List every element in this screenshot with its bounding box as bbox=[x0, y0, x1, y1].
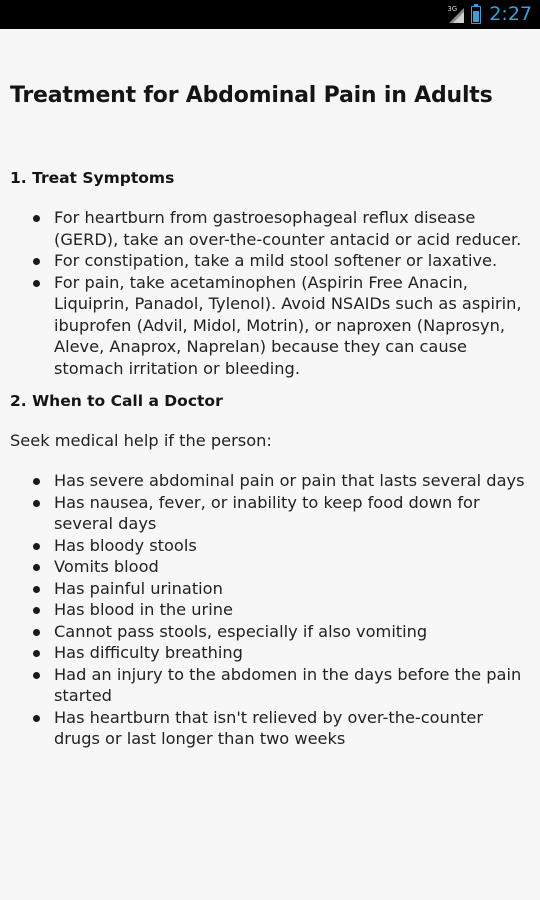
article-content bbox=[10, 80, 532, 761]
list-item: Has nausea, fever, or inability to keep food down for several days bbox=[54, 492, 532, 535]
network-type-label: 3G bbox=[447, 4, 458, 13]
status-clock: 2:27 bbox=[489, 3, 532, 25]
signal-icon bbox=[447, 6, 465, 24]
section-heading: 1. Treat Symptoms bbox=[10, 169, 175, 187]
bullet-list bbox=[10, 207, 532, 379]
section-when-to-call-doctor bbox=[10, 390, 532, 750]
status-icons bbox=[447, 0, 532, 29]
status-bar bbox=[0, 0, 540, 29]
list-item: Has blood in the urine bbox=[54, 599, 532, 621]
list-item: For constipation, take a mild stool softener or laxative. bbox=[54, 250, 532, 272]
list-item: Has difficulty breathing bbox=[54, 642, 532, 664]
list-item: Vomits blood bbox=[54, 556, 532, 578]
bullet-list bbox=[10, 470, 532, 750]
section-intro: Seek medical help if the person: bbox=[10, 431, 272, 450]
section-treat-symptoms bbox=[10, 167, 532, 379]
list-item: Cannot pass stools, especially if also vomiting bbox=[54, 621, 532, 643]
page-title: Treatment for Abdominal Pain in Adults bbox=[10, 83, 493, 108]
section-heading: 2. When to Call a Doctor bbox=[10, 392, 223, 410]
list-item: For heartburn from gastroesophageal reflux disease (GERD), take an over-the-counter antacid or acid reducer. bbox=[54, 207, 532, 250]
list-item: Has severe abdominal pain or pain that lasts several days bbox=[54, 470, 532, 492]
list-item: Has painful urination bbox=[54, 578, 532, 600]
list-item: Had an injury to the abdomen in the days before the pain started bbox=[54, 664, 532, 707]
list-item: For pain, take acetaminophen (Aspirin Free Anacin, Liquiprin, Panadol, Tylenol). Avoid NSAIDs such as aspirin, ibuprofen (Advil, Midol, Motrin), or naproxen (Naprosyn, Aleve, Anaprox, Naprelan) because they can cause stomach irritation or bleeding. bbox=[54, 272, 532, 380]
battery-icon bbox=[471, 6, 481, 24]
list-item: Has heartburn that isn't relieved by over-the-counter drugs or last longer than two weeks bbox=[54, 707, 532, 750]
list-item: Has bloody stools bbox=[54, 535, 532, 557]
